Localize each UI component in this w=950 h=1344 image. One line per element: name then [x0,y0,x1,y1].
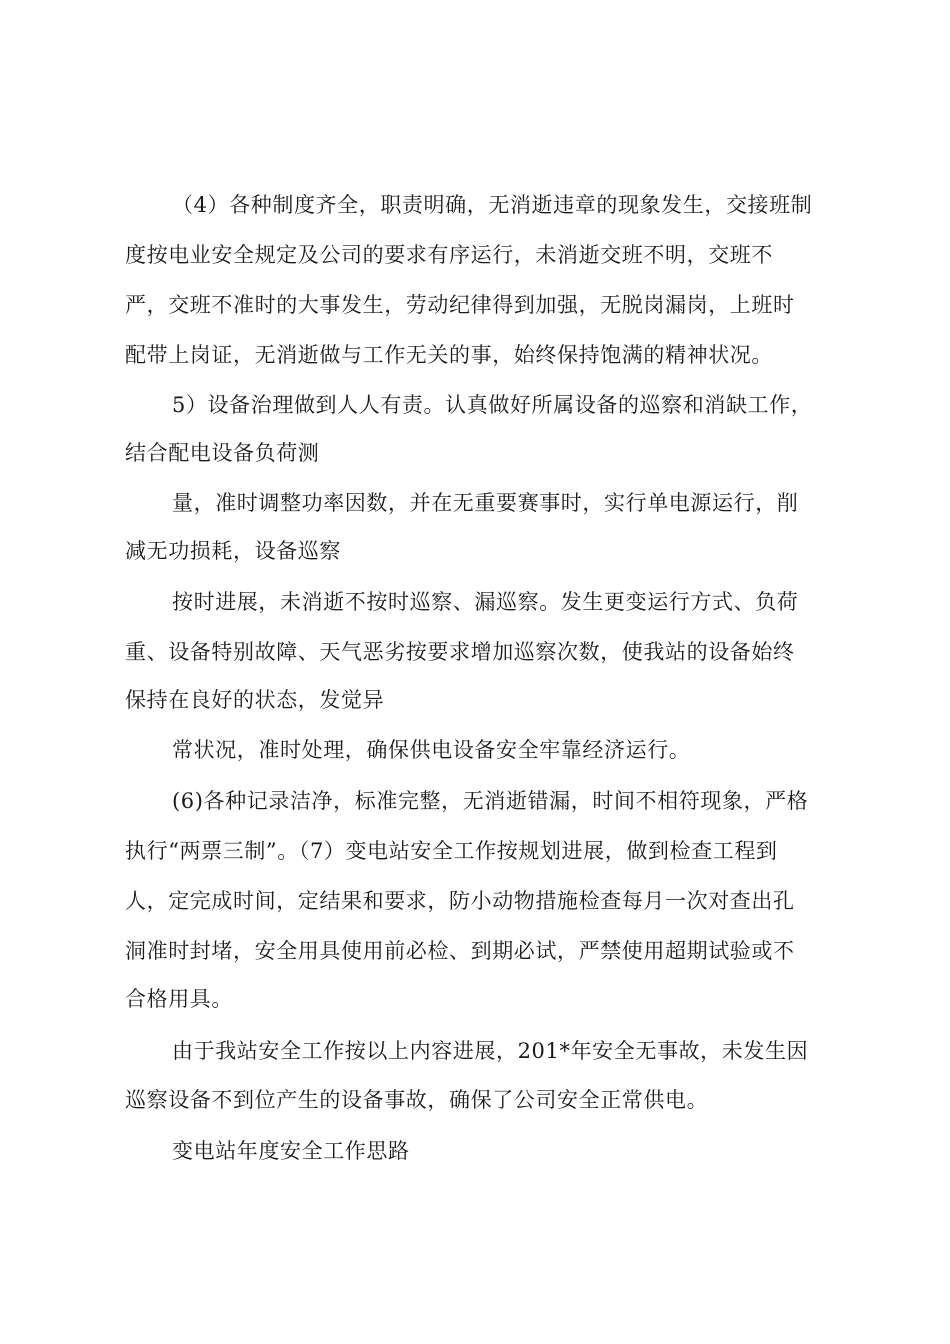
paragraph-4-line-1: （4）各种制度齐全，职责明确，无消逝违章的现象发生，交接班制 [172,193,813,217]
paragraph-5b-line-1: 量，准时调整功率因数，并在无重要赛事时，实行单电源运行，削 [172,491,799,515]
paragraph-6-line-4: 洞准时封堵，安全用具使用前必检、到期必试，严禁使用超期试验或不 [125,939,795,963]
paragraph-5b-line-2: 减无功损耗，设备巡察 [125,539,341,563]
section-heading: 变电站年度安全工作思路 [172,1139,410,1163]
paragraph-6-line-2: 执行“两票三制”。（7）变电站安全工作按规划进展，做到检查工程到 [125,839,778,863]
paragraph-5c-line-3: 保持在良好的状态，发觉异 [125,688,385,712]
paragraph-5d-line-1: 常状况，准时处理，确保供电设备安全牢靠经济运行。 [172,738,691,762]
paragraph-4-line-4: 配带上岗证，无消逝做与工作无关的事，始终保持饱满的精神状况。 [125,343,773,367]
paragraph-5-line-1: 5）设备治理做到人人有责。认真做好所属设备的巡察和消缺工作， [172,393,813,417]
summary-line-2: 巡察设备不到位产生的设备事故，确保了公司安全正常供电。 [125,1088,709,1112]
paragraph-4-line-3: 严，交班不准时的大事发生，劳动纪律得到加强，无脱岗漏岗，上班时 [125,293,795,317]
paragraph-5c-line-2: 重、设备特别故障、天气恶劣按要求增加巡察次数，使我站的设备始终 [125,640,795,664]
paragraph-6-line-3: 人，定完成时间，定结果和要求，防小动物措施检查每月一次对查出孔 [125,889,795,913]
paragraph-6-line-5: 合格用具。 [125,987,233,1011]
paragraph-4-line-2: 度按电业安全规定及公司的要求有序运行，未消逝交班不明，交班不 [125,243,773,267]
paragraph-6-line-1: (6)各种记录洁净，标准完整，无消逝错漏，时间不相符现象，严格 [172,789,809,813]
paragraph-5-line-2: 结合配电设备负荷测 [125,441,320,465]
summary-line-1: 由于我站安全工作按以上内容进展，201*年安全无事故，未发生因 [172,1039,809,1063]
paragraph-5c-line-1: 按时进展，未消逝不按时巡察、漏巡察。发生更变运行方式、负荷 [172,590,799,614]
